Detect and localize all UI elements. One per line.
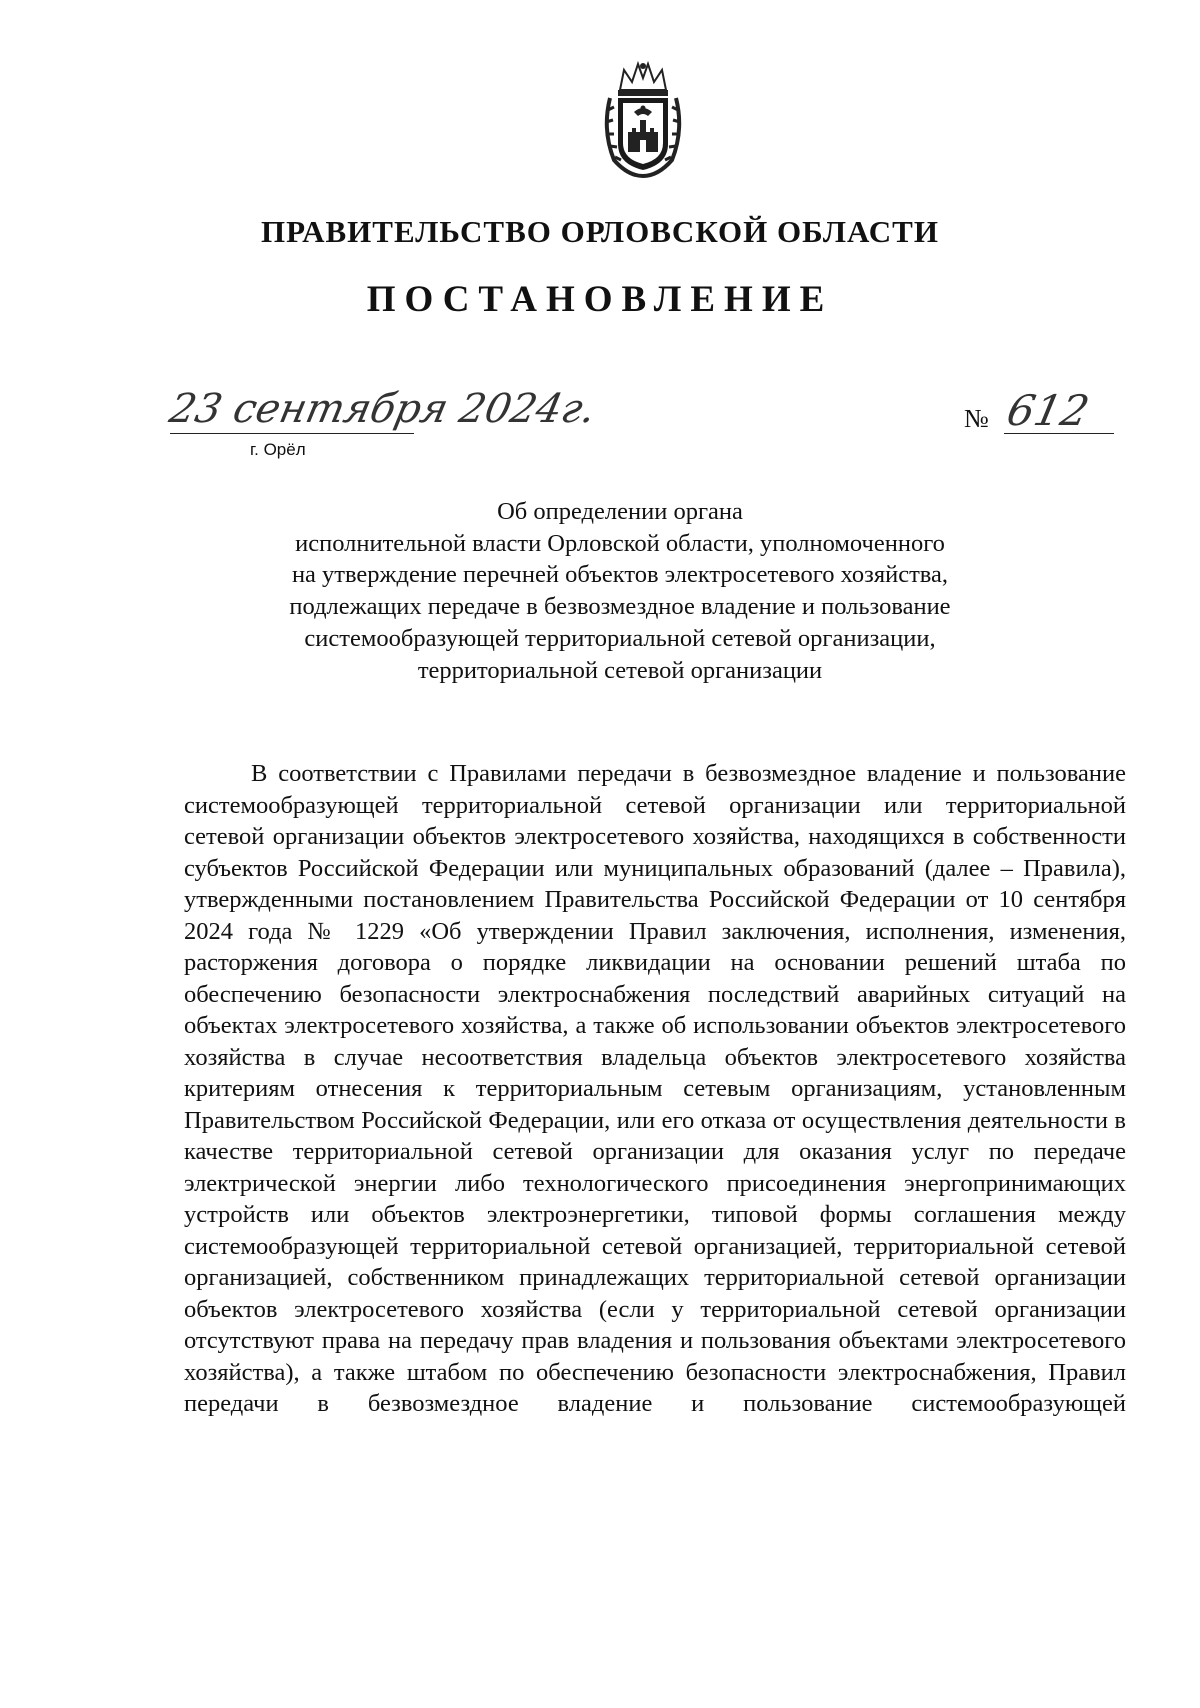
subject-line: территориальной сетевой организации bbox=[417, 656, 823, 684]
document-subject bbox=[200, 496, 1040, 686]
number-underline bbox=[1004, 433, 1114, 434]
organization-title: ПРАВИТЕЛЬСТВО ОРЛОВСКОЙ ОБЛАСТИ bbox=[261, 214, 939, 249]
subject-line: системообразующей территориальной сетевой организации, bbox=[304, 624, 936, 652]
date-underline bbox=[170, 433, 414, 434]
document-type-title: ПОСТАНОВЛЕНИЕ bbox=[366, 279, 834, 320]
number-sign: № bbox=[964, 404, 989, 433]
document-number bbox=[964, 386, 1114, 438]
subject-line: на утверждение перечней объектов электросетевого хозяйства, bbox=[291, 561, 949, 589]
subject-line: исполнительной власти Орловской области, уполномоченного bbox=[295, 529, 945, 557]
coat-of-arms-icon bbox=[600, 60, 686, 178]
body-paragraph: В соответствии с Правилами передачи в безвозмездное владение и пользование системообразующей территориальной сетевой организации или территориальной сетевой организации объектов электросетевого хозяйства, находящихся в собственности субъектов Российской Федерации или муниципальных образований (далее – Правила), утвержденными постановлением Правительства Российской Федерации от 10 сентября 2024 года № 1229 «Об утверждении Правил заключения, исполнения, изменения, расторжения договора о порядке ликвидации на основании решений штаба по обеспечению безопасности электроснабжения последствий аварийных ситуаций на объектах электросетевого хозяйства, а также об использовании объектов электросетевого хозяйства в случае несоответствия владельца объектов электросетевого хозяйства критериям отнесения к территориальным сетевым организациям, установленным Правительством Российской Федерации, или его отказа от осуществления деятельности в качестве территориальной сетевой организации для оказания услуг по передаче электрической энергии либо технологического присоединения энергопринимающих устройств или объектов электроэнергетики, типовой формы соглашения между системообразующей территориальной сетевой организацией, территориальной сетевой организацией, собственником принадлежащих территориальной сетевой организации объектов электросетевого хозяйства (если у территориальной сетевой организации отсутствуют права на передачу прав владения и пользования объектами электросетевого хозяйства), а также штабом по обеспечению безопасности электроснабжения, Правил передачи в безвозмездное владение и пользование системообразующей bbox=[184, 760, 1126, 1417]
handwritten-number: 612 bbox=[1002, 386, 1094, 435]
subject-line: подлежащих передаче в безвозмездное владение и пользование bbox=[289, 593, 951, 621]
document-body bbox=[184, 758, 1126, 1420]
handwritten-date: 23 сентября 2024г. bbox=[165, 386, 600, 432]
city-label: г. Орёл bbox=[250, 440, 306, 459]
subject-line: Об определении органа bbox=[497, 498, 743, 525]
